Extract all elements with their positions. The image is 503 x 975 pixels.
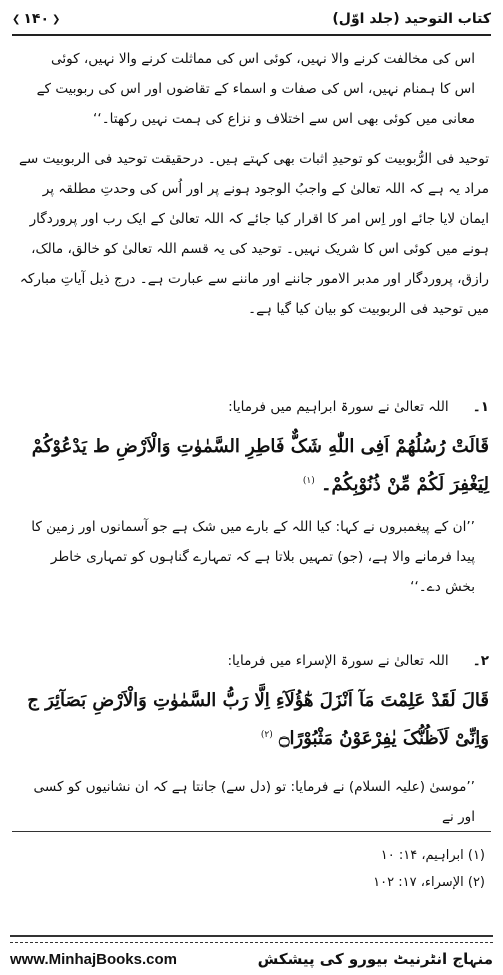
ornament-left-icon: ❮ — [12, 13, 21, 25]
verse-translation: ’’ان کے پیغمبروں نے کہا: کیا اللہ کے بارے میں شک ہے جو آسمانوں اور زمین کا پیدا فرمانے والا ہے، (جو) تمہیں بلاتا ہے کہ تمہارے گناہوں کو تمہاری خاطر بخش دے۔‘‘ — [31, 519, 475, 595]
website-link[interactable]: www.MinhajBooks.com — [10, 950, 177, 968]
item-heading — [14, 653, 489, 669]
page-footer — [10, 946, 493, 972]
quran-verse — [12, 684, 489, 756]
item-number: ۱۔ — [472, 399, 489, 415]
page-header — [12, 4, 491, 36]
item-heading-text: اللہ تعالیٰ نے سورۃ الإسراء میں فرمایا: — [227, 653, 449, 669]
footnotes — [18, 842, 485, 896]
footer-divider — [10, 935, 493, 943]
presenter-credit: منہاج انٹرنیٹ بیورو کی پیشکش — [257, 950, 493, 968]
footnote-item: (۲) الإسراء، ۱۷: ۱۰۲ — [373, 875, 485, 890]
footnote-divider — [12, 831, 491, 832]
quran-verse — [12, 430, 489, 502]
footnote-ref: (۱) — [302, 476, 315, 486]
page-number — [12, 11, 60, 27]
verse-text: قَالَ لَقَدْ عَلِمْتَ مَآ اَنْزَلَ هٰٓؤُلَآءِ اِلَّا رَبُّ السَّمٰوٰتِ وَالْاَرْضِ بَصَآئِرَ ج وَاِنِّیْ لَاَظُنُّکَ یٰفِرْعَوْنُ مَثْبُوْرًا۝ — [27, 690, 489, 749]
verse-text: قَالَتْ رُسُلُهُمْ اَفِی اللّٰهِ شَکٌّ فَاطِرِ السَّمٰوٰتِ وَالْاَرْضِ ط یَدْعُوْکُمْ لِیَغْفِرَ لَکُمْ مِّنْ ذُنُوْبِکُمْ۔ — [31, 436, 489, 495]
item-number: ۲۔ — [472, 653, 489, 669]
footnote-ref: (۲) — [260, 730, 273, 740]
footnote-item: (۱) ابراہیم، ۱۴: ۱۰ — [380, 848, 485, 863]
quote-paragraph: اس کی مخالفت کرنے والا نہیں، کوئی اس کی مماثلت کرنے والا نہیں، کوئی اس کا ہمنام نہیں، اس کی صفات و اسماء کے تقاضوں اور اس کی ربوبیت کے معانی میں کوئی بھی اس سے اختلاف و نزاع کی ہمت نہیں رکھتا۔‘‘ — [36, 51, 475, 127]
ornament-right-icon: ❯ — [52, 13, 61, 25]
item-heading-text: اللہ تعالیٰ نے سورۃ ابراہیم میں فرمایا: — [228, 399, 449, 415]
verse-translation: ’’موسیٰ (علیہ السلام) نے فرمایا: تو (دل سے) جانتا ہے کہ ان نشانیوں کو کسی اور نے — [33, 779, 475, 825]
item-heading — [14, 399, 489, 415]
page-number-text: ۱۴۰ — [23, 11, 50, 27]
book-title: کتاب التوحید (جلد اوّل) — [332, 11, 491, 27]
body-paragraph: توحید فی الرُّبوبیت کو توحیدِ اثبات بھی کہتے ہیں۔ درحقیقت توحید فی الربوبیت سے مراد یہ ہے کہ اللہ تعالیٰ کے واجبُ الوجود ہونے پر اور اُس کی وحدتِ مطلقہ پر ایمان لایا جائے اور اِس امر کا اقرار کیا جائے کہ اللہ تعالیٰ کے ایک رب اور پروردگار ہونے میں کوئی اس کا شریک نہیں۔ توحید کی یہ قسم اللہ تعالیٰ کو خالق، مالک، رازق، پروردگار اور مدبر الامور جاننے اور ماننے سے عبارت ہے۔ درج ذیل آیاتِ مبارکہ میں توحید فی الربوبیت کو بیان کیا گیا ہے۔ — [18, 151, 489, 317]
